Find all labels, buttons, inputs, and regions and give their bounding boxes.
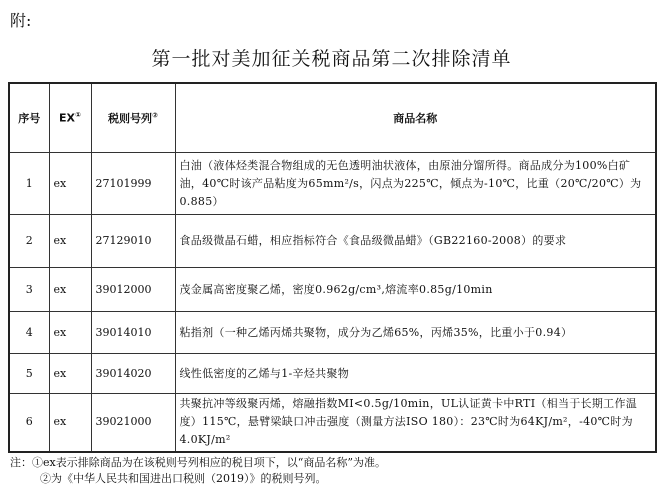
row-seq: 4: [9, 312, 49, 354]
row-seq: 1: [9, 153, 49, 215]
table-row: [9, 268, 656, 312]
row-ex: ex: [49, 354, 91, 394]
table-header-row: [9, 83, 656, 153]
page-title: 第一批对美加征关税商品第二次排除清单: [151, 48, 512, 70]
header-ex: [49, 83, 91, 153]
row-seq: 2: [9, 215, 49, 268]
row-code: 39012000: [91, 268, 175, 312]
row-name: 食品级微晶石蜡，相应指标符合《食品级微晶蜡》（GB22160-2008）的要求: [175, 215, 656, 268]
footnote-1: 注：①ex表示排除商品为在该税则号列相应的税目项下，以“商品名称”为准。: [10, 456, 386, 469]
row-ex: ex: [49, 153, 91, 215]
table-row: [9, 312, 656, 354]
row-ex: ex: [49, 312, 91, 354]
header-seq: 序号: [9, 83, 49, 153]
row-name: 白油（液体烃类混合物组成的无色透明油状液体，由原油分馏所得。商品成分为100%白矿油，40℃时该产品粘度为65mm²/s，闪点为225℃，倾点为-10℃，比重（20℃/20℃）为0.885）: [175, 153, 656, 215]
row-name: 线性低密度的乙烯与1-辛烃共聚物: [175, 354, 656, 394]
footnote-2: ②为《中华人民共和国进出口税则（2019）》的税则号列。: [40, 472, 327, 485]
exclusion-table: [8, 82, 657, 453]
table-row: [9, 153, 656, 215]
row-ex: ex: [49, 215, 91, 268]
row-ex: ex: [49, 268, 91, 312]
row-code: 39014020: [91, 354, 175, 394]
row-code: 27129010: [91, 215, 175, 268]
row-name: 共聚抗冲等级聚丙烯，熔融指数MI<0.5g/10min，UL认证黄卡中RTI（相当于长期工作温度）115℃，悬臂梁缺口冲击强度（测量方法ISO 180）：23℃时为64KJ/m²，-40℃时为4.0KJ/m²: [175, 394, 656, 452]
header-code: [91, 83, 175, 153]
header-ex-mark: ①: [75, 111, 81, 120]
row-code: 39021000: [91, 394, 175, 452]
row-name: 茂金属高密度聚乙烯，密度0.962g/cm³,熔流率0.85g/10min: [175, 268, 656, 312]
row-code: 27101999: [91, 153, 175, 215]
header-code-mark: ②: [152, 111, 158, 120]
table-row: [9, 215, 656, 268]
row-seq: 3: [9, 268, 49, 312]
table-row: [9, 354, 656, 394]
table-row: [9, 394, 656, 452]
row-seq: 6: [9, 394, 49, 452]
row-seq: 5: [9, 354, 49, 394]
header-code-label: 税则号列: [108, 112, 153, 125]
row-code: 39014010: [91, 312, 175, 354]
row-ex: ex: [49, 394, 91, 452]
header-name: 商品名称: [175, 83, 656, 153]
row-name: 粘指剂（一种乙烯丙烯共聚物，成分为乙烯65%，丙烯35%，比重小于0.94）: [175, 312, 656, 354]
header-ex-label: EX: [59, 111, 76, 125]
attachment-label: 附:: [10, 11, 32, 30]
